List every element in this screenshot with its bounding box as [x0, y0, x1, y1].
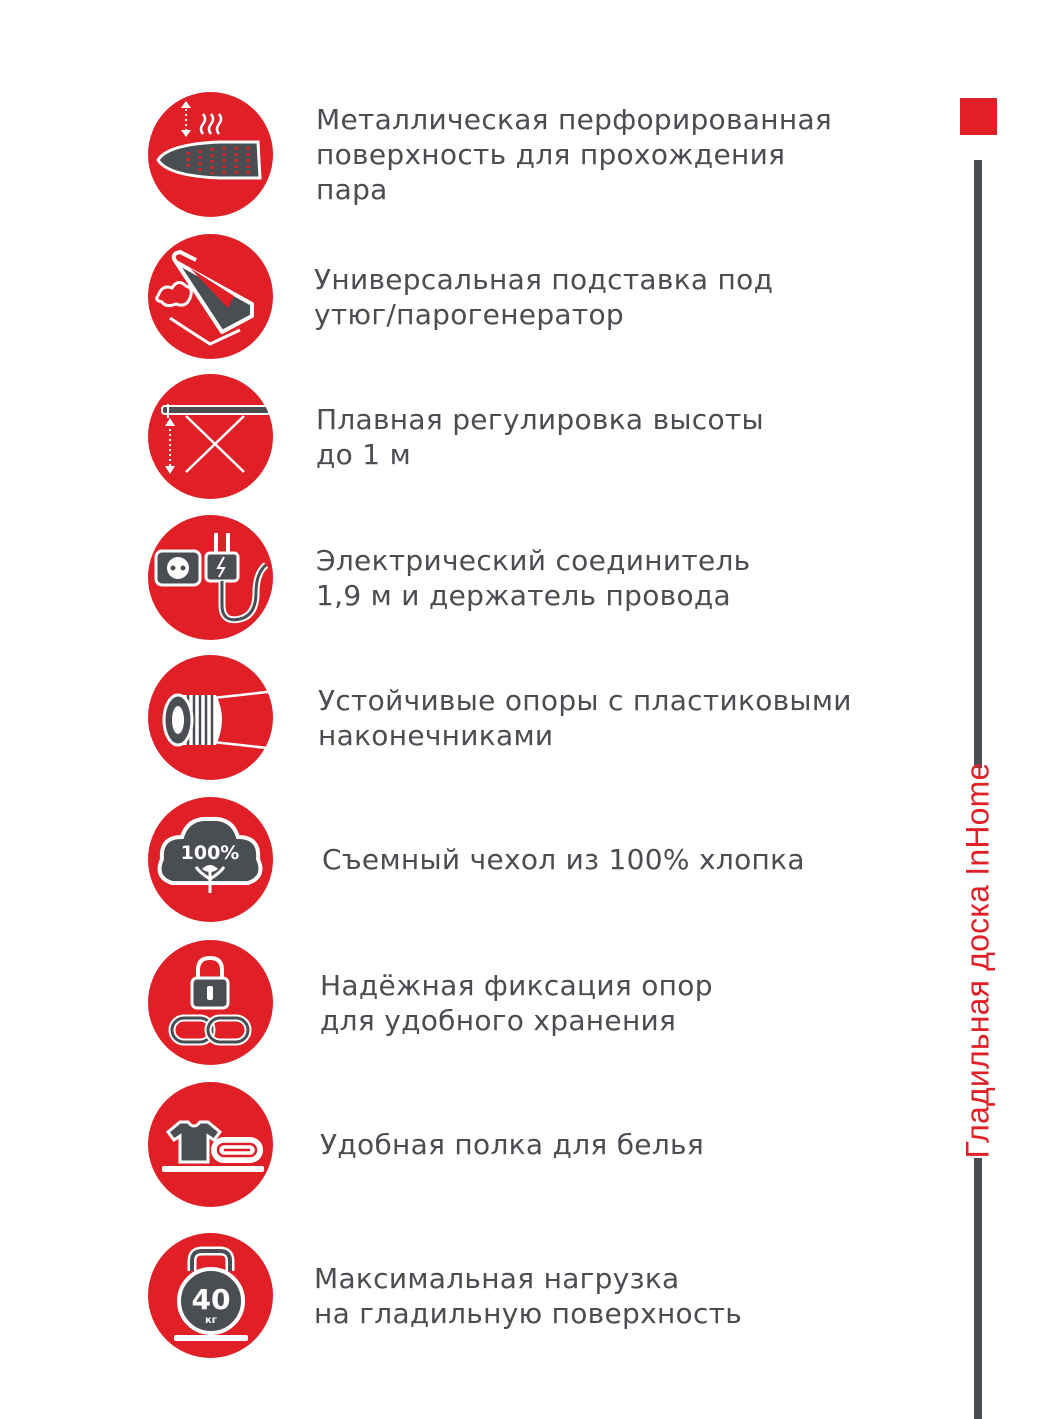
feature-cotton	[148, 797, 908, 922]
feature-lock-chain	[148, 940, 908, 1065]
feature-text: Устойчивые опоры с пластиковыми наконечниками	[318, 683, 852, 752]
electric-socket-icon	[148, 515, 273, 640]
weight-badge: 40	[191, 1283, 231, 1316]
feature-height-adjust	[148, 374, 908, 499]
feature-perforated-surface	[148, 92, 908, 217]
feature-electric-socket	[148, 515, 908, 640]
feature-text: Металлическая перфорированная поверхность для прохождения пара	[316, 103, 833, 206]
feature-text: Универсальная подставка под утюг/парогенератор	[314, 262, 774, 331]
feature-text: Электрический соединитель 1,9 м и держатель провода	[316, 543, 751, 612]
lock-chain-icon	[148, 940, 273, 1065]
perforated-surface-icon	[148, 92, 273, 217]
sidebar-title: Гладильная доска InHome	[959, 761, 996, 1159]
feature-plastic-tip	[148, 655, 908, 780]
feature-text: Удобная полка для белья	[320, 1128, 704, 1161]
feature-text: Максимальная нагрузка на гладильную поверхность	[314, 1261, 743, 1330]
feature-iron-stand	[148, 234, 908, 359]
weight-unit: кг	[204, 1315, 218, 1326]
cotton-icon	[148, 797, 273, 922]
feature-text: Надёжная фиксация опор для удобного хранения	[320, 968, 713, 1037]
iron-stand-icon	[148, 234, 273, 359]
height-adjust-icon	[148, 374, 273, 499]
feature-weight	[148, 1233, 908, 1358]
feature-text: Съемный чехол из 100% хлопка	[322, 843, 805, 876]
cotton-badge: 100%	[180, 842, 240, 864]
sidebar-line-bottom	[974, 1158, 982, 1419]
weight-icon	[148, 1233, 273, 1358]
feature-text: Плавная регулировка высоты до 1 м	[316, 402, 764, 471]
linen-shelf-icon	[148, 1082, 273, 1207]
sidebar-line-top	[974, 160, 982, 768]
plastic-tip-icon	[148, 655, 273, 780]
brand-square	[960, 98, 997, 135]
feature-linen-shelf	[148, 1082, 908, 1207]
